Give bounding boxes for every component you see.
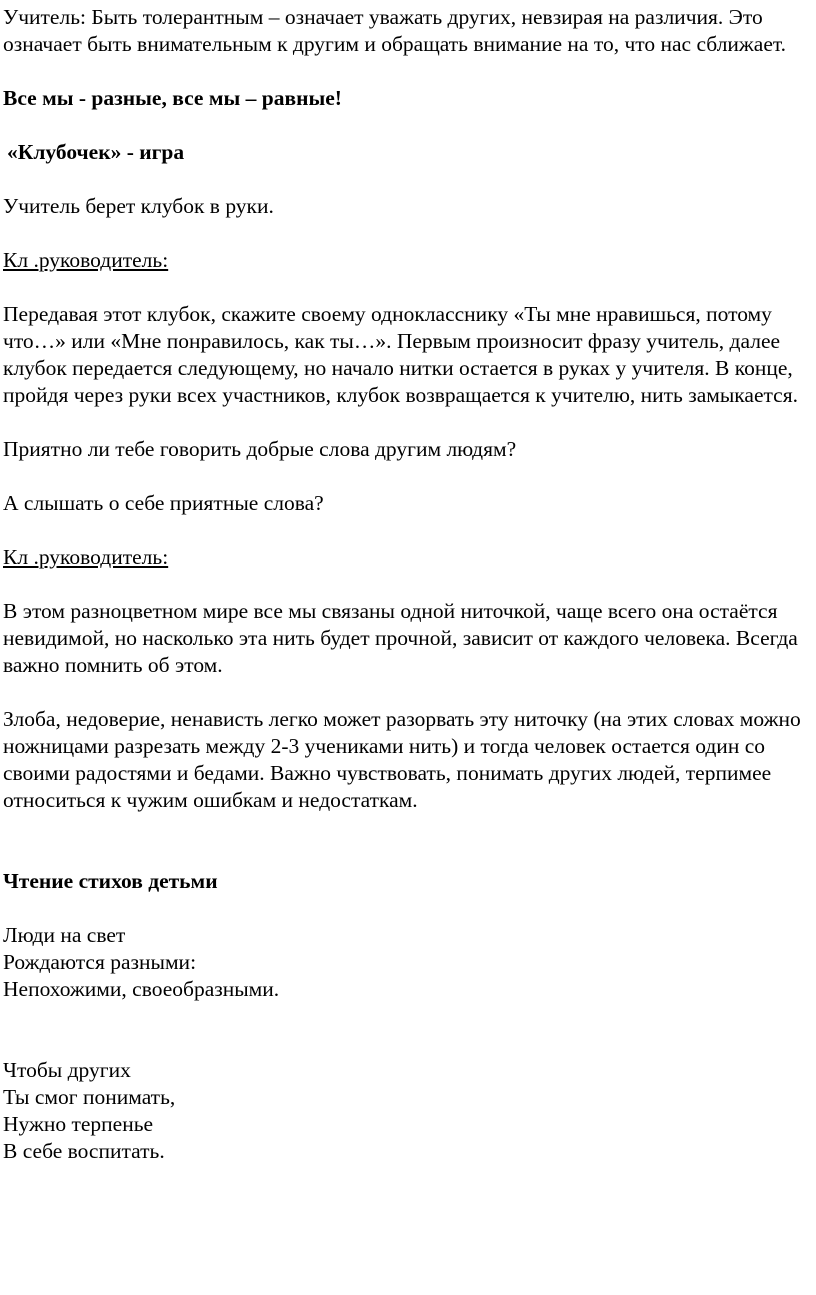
poem-stanza-2	[3, 1057, 816, 1165]
question-pleasant-to-hear: А слышать о себе приятные слова?	[3, 491, 324, 515]
poem-line: Чтобы других	[3, 1058, 131, 1082]
paragraph-game-instructions: Передавая этот клубок, скажите своему однокласснику «Ты мне нравишься, потому что…» или «Мне понравилось, как ты…». Первым произносит фразу учитель, далее клубок передается следующему, но начало нитки остается в руках у учителя. В конце, пройдя через руки всех участников, клубок возвращается к учителю, нить замыкается.	[3, 302, 798, 407]
spacer	[3, 1030, 816, 1057]
heading-game-klubochek: «Клубочек» - игра	[7, 140, 185, 164]
paragraph-tolerance-intro: Учитель: Быть толерантным – означает уважать других, невзирая на различия. Это означает быть внимательным к другим и обращать внимание на то, что нас сближает.	[3, 5, 787, 56]
poem-line: Люди на свет	[3, 923, 126, 947]
heading-poem-reading: Чтение стихов детьми	[3, 869, 218, 893]
spacer	[3, 841, 816, 868]
paragraph-teacher-takes-ball: Учитель берет клубок в руки.	[3, 194, 274, 218]
poem-line: Непохожими, своеобразными.	[3, 977, 280, 1001]
poem-line: Ты смог понимать,	[3, 1085, 176, 1109]
speaker-label-text: Кл .руководитель:	[3, 248, 169, 272]
poem-line: Нужно терпенье	[3, 1112, 154, 1136]
speaker-label-1	[3, 247, 816, 274]
poem-stanza-1	[3, 922, 816, 1003]
speaker-label-text: Кл .руководитель:	[3, 545, 169, 569]
paragraph-anger-distrust: Злоба, недоверие, ненависть легко может разорвать эту ниточку (на этих словах можно ножницами разрезать между 2-3 учениками нить) и тогда человек остается один со своими радостями и бедами. Важно чувствовать, понимать других людей, терпимее относиться к чужим ошибкам и недостаткам.	[3, 707, 801, 812]
question-pleasant-to-say: Приятно ли тебе говорить добрые слова другим людям?	[3, 437, 517, 461]
speaker-label-2	[3, 544, 816, 571]
poem-line: Рождаются разными:	[3, 950, 197, 974]
paragraph-colorful-world: В этом разноцветном мире все мы связаны одной ниточкой, чаще всего она остаётся невидимой, но насколько эта нить будет прочной, зависит от каждого человека. Всегда важно помнить об этом.	[3, 599, 798, 677]
poem-line: В себе воспитать.	[3, 1139, 165, 1163]
heading-all-different-all-equal: Все мы - разные, все мы – равные!	[3, 86, 342, 110]
